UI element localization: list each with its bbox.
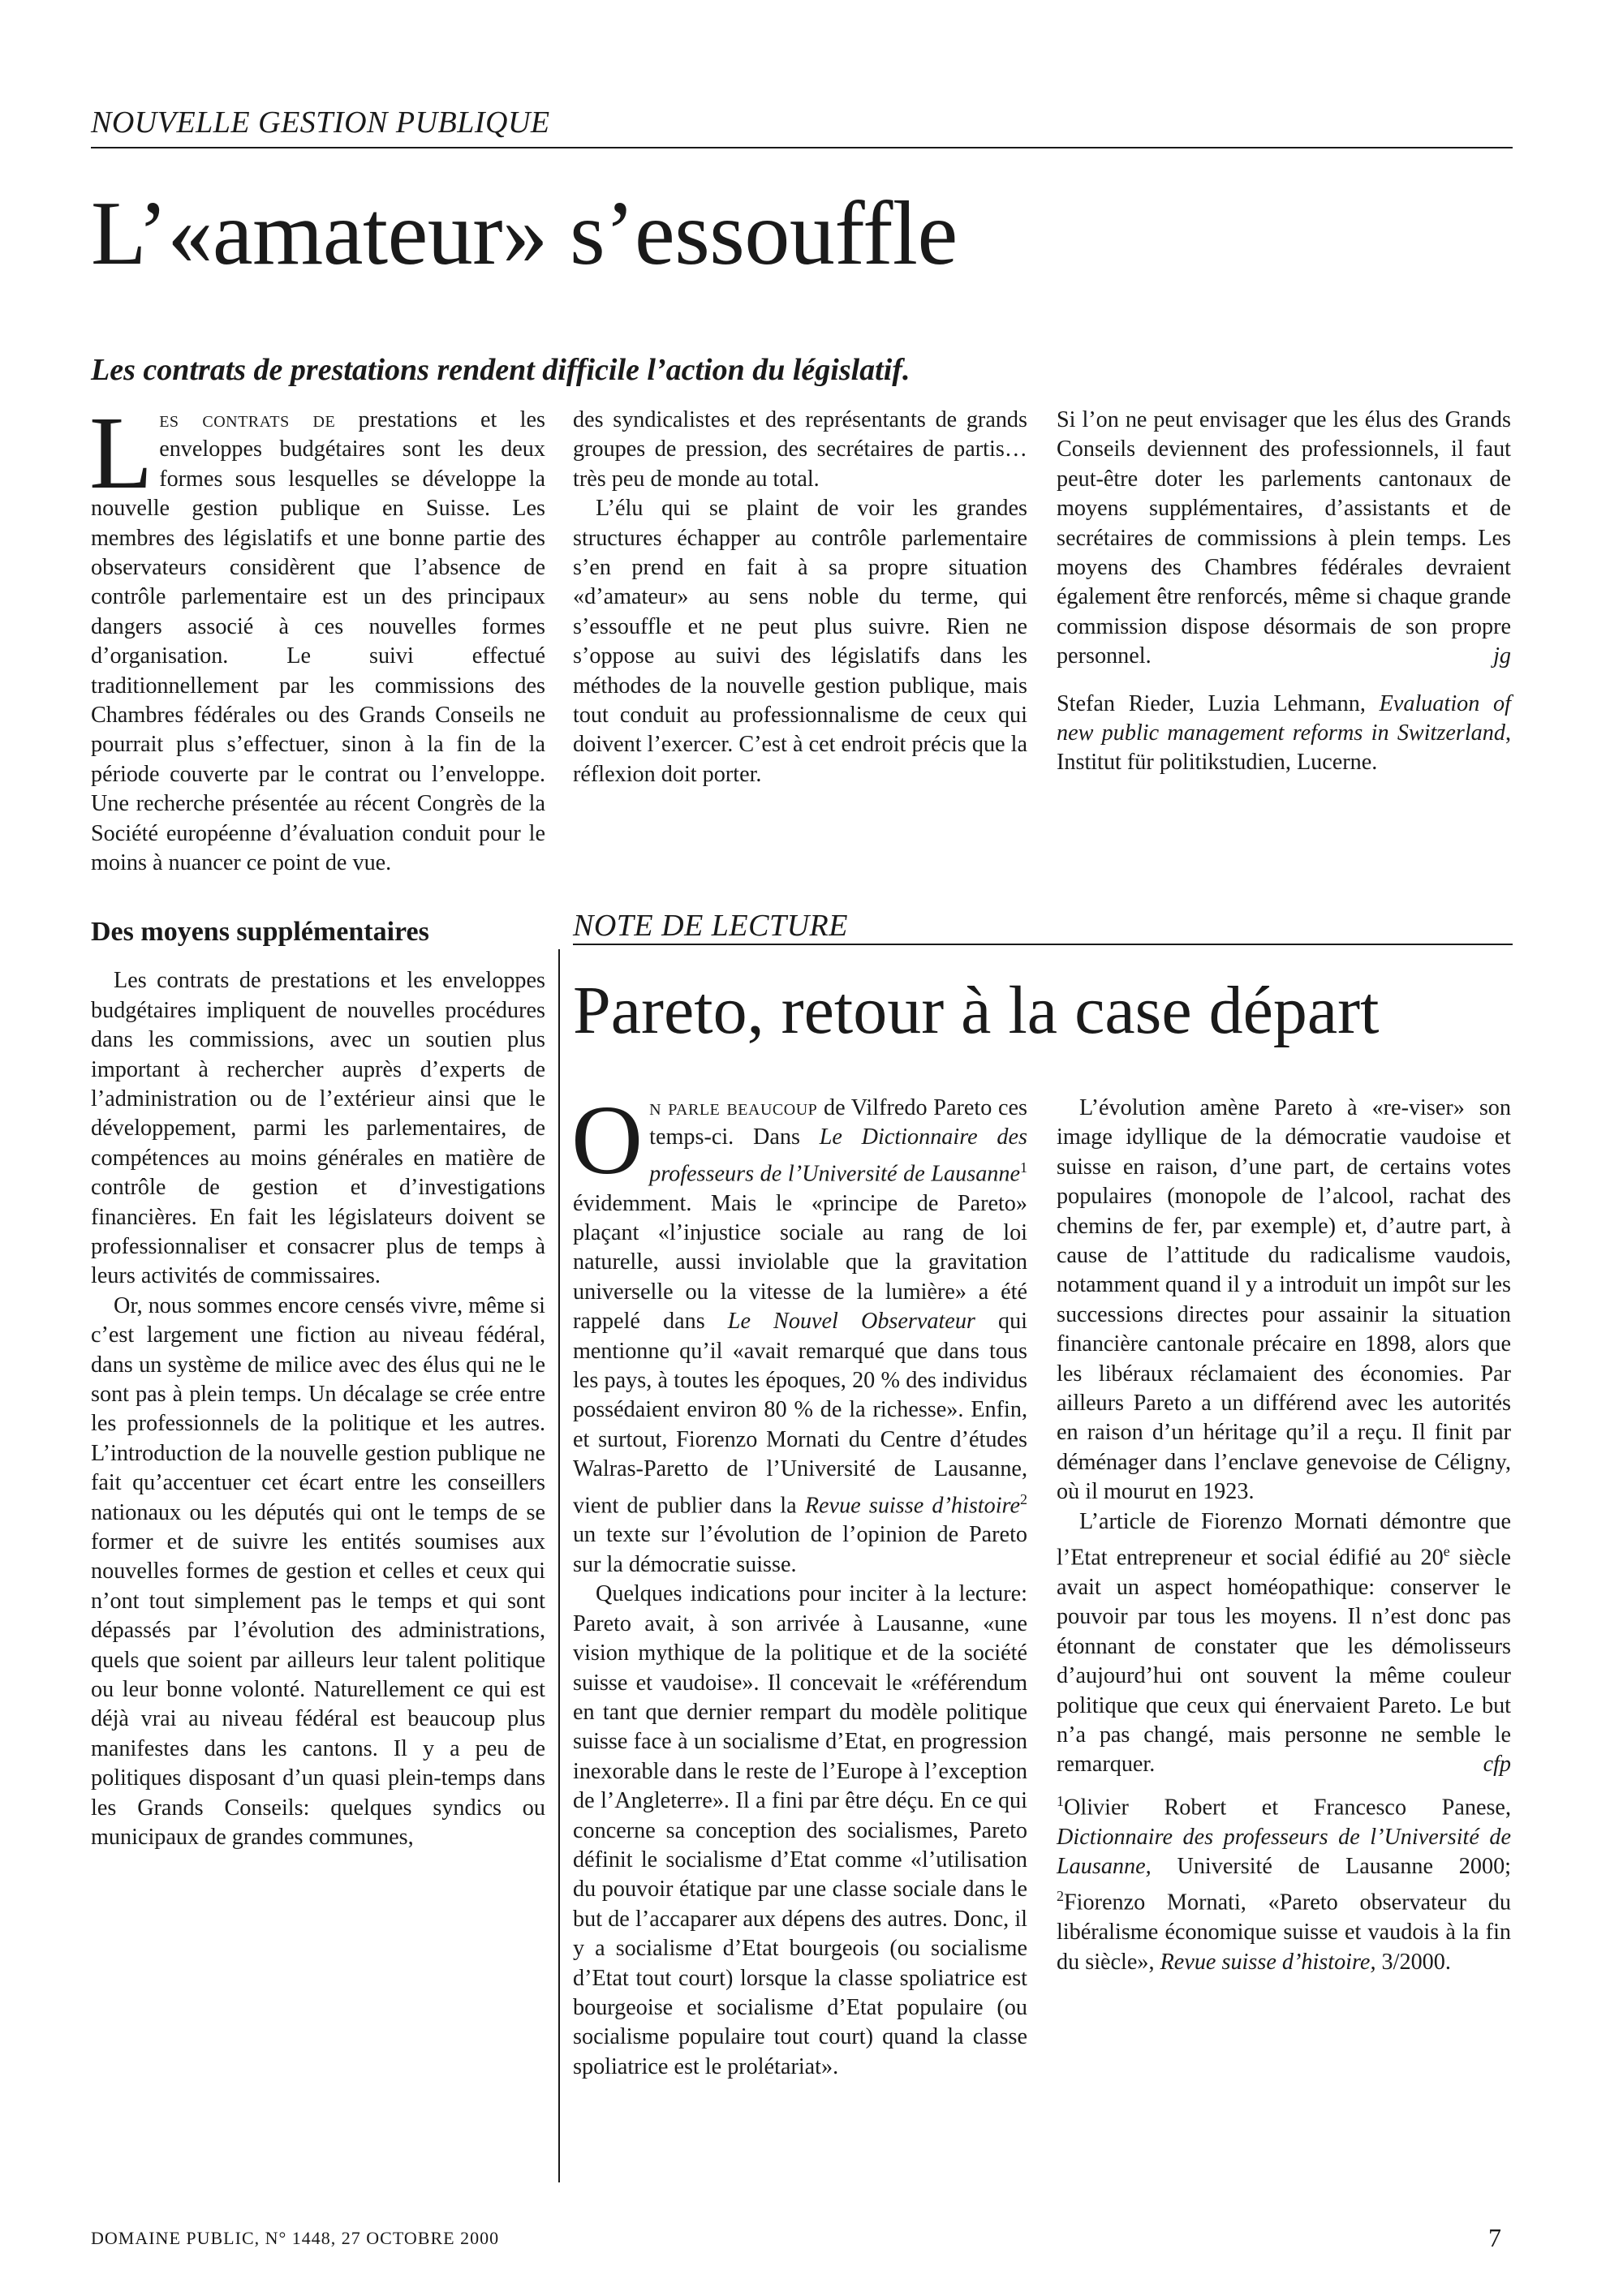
author-signature: jg (1493, 643, 1511, 669)
column-rule (558, 949, 560, 2182)
article1-paragraph-3-continued: des syndicalistes et des représentants de grands groupes de pression, des secrétaires de partis… très peu de monde au total. (573, 407, 1027, 492)
article2-paragraph-2: Quelques indications pour inciter à la lecture: Pareto avait, à son arrivée à Lausanne, «une vision mythique de la politique et de la société suisse et vaudoise». Il concevait le «référendum en tant que dernier rempart du modèle politique suisse face à un socialisme d’Etat, en progression inexorable dans le reste de l’Europe à l’exception de l’Angleterre». Il a fini par être déçu. En ce qui concerne sa conception des socialismes, Pareto définit le socialisme d’Etat comme «l’utilisation du pouvoir étatique par une classe sociale dans le but de l’accaparer aux dépens des autres. Donc, il y a socialisme d’Etat bourgeois (ou socialisme d’Etat tout court) lorsque la classe spoliatrice est bourgeoise et socialisme d’Etat populaire (ou socialisme populaire tout court) quand la classe spoliatrice est le prolétariat». (573, 1581, 1027, 2079)
section-rule-2 (573, 944, 1513, 945)
article1-column-2 (573, 406, 1027, 789)
drop-cap: L (89, 395, 153, 510)
article2-column-1 (571, 1086, 1027, 2082)
lead-smallcaps: es contrats de (159, 407, 336, 432)
article1-column-1 (89, 395, 545, 1852)
bibliographic-reference: Stefan Rieder, Luzia Lehmann, Evaluation of new public management reforms in Switzerland, Institut für politikstudien, Lucerne. (1057, 690, 1511, 776)
article1-column-3 (1057, 406, 1511, 778)
author-signature-2: cfp (1483, 1752, 1511, 1778)
article1-paragraph-1: Les contrats de prestations et les enveloppes budgétaires sont les deux formes sous lesquelles se développe la nouvelle gestion publique en Suisse. Les membres des législatifs et une bonne partie des observateurs considèrent que l’absence de contrôle parlementaire est un des principaux dangers associé à ces nouvelles formes d’organisation. Le suivi effectué traditionnellement par les commissions des Chambres fédérales ou des Grands Conseils ne pourrait plus s’effectuer, sinon à la fin de la période couverte par le contrat ou l’enveloppe. Une recherche présentée au récent Congrès de la Société européenne d’évaluation conduit pour le moins à nuancer ce point de vue. (89, 395, 545, 876)
article2-paragraph-1: On parle beaucoup de Vilfredo Pareto ces temps-ci. Dans Le Dictionnaire des professeurs de l’Université de Lausanne$^1$ évidemment. Mais le «principe de Pareto» plaçant «l’injustice sociale au rang de loi naturelle, aussi inviolable que la gravitation universelle ou la vitesse de la lumière» a été rappelé dans Le Nouvel Observateur qui mentionne qu’il «avait remarqué que dans tous les pays, à toutes les époques, 20 % des individus possédaient environ 80 % de la richesse». Enfin, et surtout, Fiorenzo Mornati du Centre d’études Walras-Paretto de l’Université de Lausanne, vient de publier dans la Revue suisse d’histoire$^2$ un texte sur l’évolution de l’opinion de Pareto sur la démocratie suisse. (571, 1086, 1027, 1577)
article-standfirst: Les contrats de prestations rendent difficile l’action du législatif. (91, 353, 911, 387)
article2-paragraph-4: L’article de Fiorenzo Mornati démontre que l’Etat entrepreneur et social édifié au 20e siècle avait un aspect homéopathique: conserver le pouvoir par tous les moyens. Il n’est donc pas étonnant de constater que les démolisseurs d’aujourd’hui ont souvent la même couleur politique que ceux qui énervaient Pareto. Le but n’a pas changé, mais personne ne semble le remarquer. cfp (1057, 1507, 1511, 1780)
footnotes: $^1$Olivier Robert et Francesco Panese, Dictionnaire des professeurs de l’Université de Lausanne, Université de Lausanne 2000; $^2$Fiorenzo Mornati, «Pareto observateur du libéralisme économique suisse et vaudois à la fin du siècle», Revue suisse d’histoire, 3/2000. (1057, 1792, 1511, 1975)
section-rubric-2: NOTE DE LECTURE (573, 909, 848, 943)
article2-column-2 (1057, 1094, 1511, 1977)
article2-paragraph-3: L’évolution amène Pareto à «re-viser» son image idyllique de la démocratie vaudoise et suisse en raison, d’une part, de certains votes populaires (monopole de l’alcool, rachat des chemins de fer, par exemple) et, d’autre part, à cause de l’attitude du radicalisme vaudois, notamment quand il y a introduit un impôt sur les successions directes pour assainir la situation financière cantonale précaire en 1898, alors que les libéraux réclamaient des économies. Par ailleurs Pareto a un différend avec les autorités en raison d’un héritage qu’il a reçu. Il finit par déménager dans l’enclave genevoise de Céligny, où il mourut en 1923. (1057, 1095, 1511, 1505)
page-number: 7 (1488, 2223, 1501, 2252)
article1-paragraph-4: L’élu qui se plaint de voir les grandes structures échapper au contrôle parlementaire s’en prend en fait à sa propre situation «d’amateur» au sens noble du terme, qui s’essouffle et ne peut plus suivre. Rien ne s’oppose au suivi des législatifs dans les méthodes de la nouvelle gestion publique, mais tout conduit au professionnalisme de ceux qui doivent l’exercer. C’est à cet endroit précis que la réflexion doit porter. (573, 496, 1027, 787)
article-title: L’«amateur» s’essouffle (91, 183, 958, 284)
article1-paragraph-2: Les contrats de prestations et les enveloppes budgétaires impliquent de nouvelles procédures dans les commissions, avec un soutien plus important à rechercher auprès d’experts de l’administration ou de l’extérieur ainsi que le développement, parmi les parlementaires, de compétences au moins générales en matière de contrôle de gestion et d’investigations financières. En fait les législateurs doivent se professionnaliser et consacrer plus de temps à leurs activités de commissaires. (91, 968, 545, 1289)
article-title-2: Pareto, retour à la case départ (573, 973, 1380, 1048)
article1-paragraph-3: Or, nous sommes encore censés vivre, même si c’est largement une fiction au niveau fédéral, dans un système de milice avec des élus qui ne le sont pas à plein temps. Un décalage se crée entre les professionnels de la politique et les autres. L’introduction de la nouvelle gestion publique ne fait qu’accentuer cet écart entre les conseillers nationaux ou les députés qui ont le temps de se former et de suivre les entités soumises aux nouvelles formes de gestion et celles et ceux qui n’ont tout simplement pas le temps et qui sont dépassés par l’évolution des administrations, quels que soient par ailleurs leur talent politique ou leur bonne volonté. Naturellement ce qui est déjà vrai au niveau fédéral est beaucoup plus manifestes dans les cantons. Il y a peu de politiques disposant d’un quasi plein-temps dans les Grands Conseils: quelques syndics ou municipaux de grandes communes, (91, 1292, 545, 1851)
section-rubric: NOUVELLE GESTION PUBLIQUE (91, 105, 550, 140)
page-footer: DOMAINE PUBLIC, N° 1448, 27 OCTOBRE 2000 (91, 2228, 500, 2248)
section-rule (91, 147, 1513, 148)
subheading: Des moyens supplémentaires (91, 916, 429, 947)
article1-paragraph-5: Si l’on ne peut envisager que les élus des Grands Conseils deviennent des professionnels, il faut peut-être doter les parlements cantonaux de moyens supplémentaires, d’assistants et de secrétaires de commissions à plein temps. Les moyens des Chambres fédérales devraient également être renforcés, même si chaque grande commission dispose désormais de son propre personnel. jg (1057, 406, 1511, 672)
drop-cap-2: O (571, 1086, 644, 1195)
